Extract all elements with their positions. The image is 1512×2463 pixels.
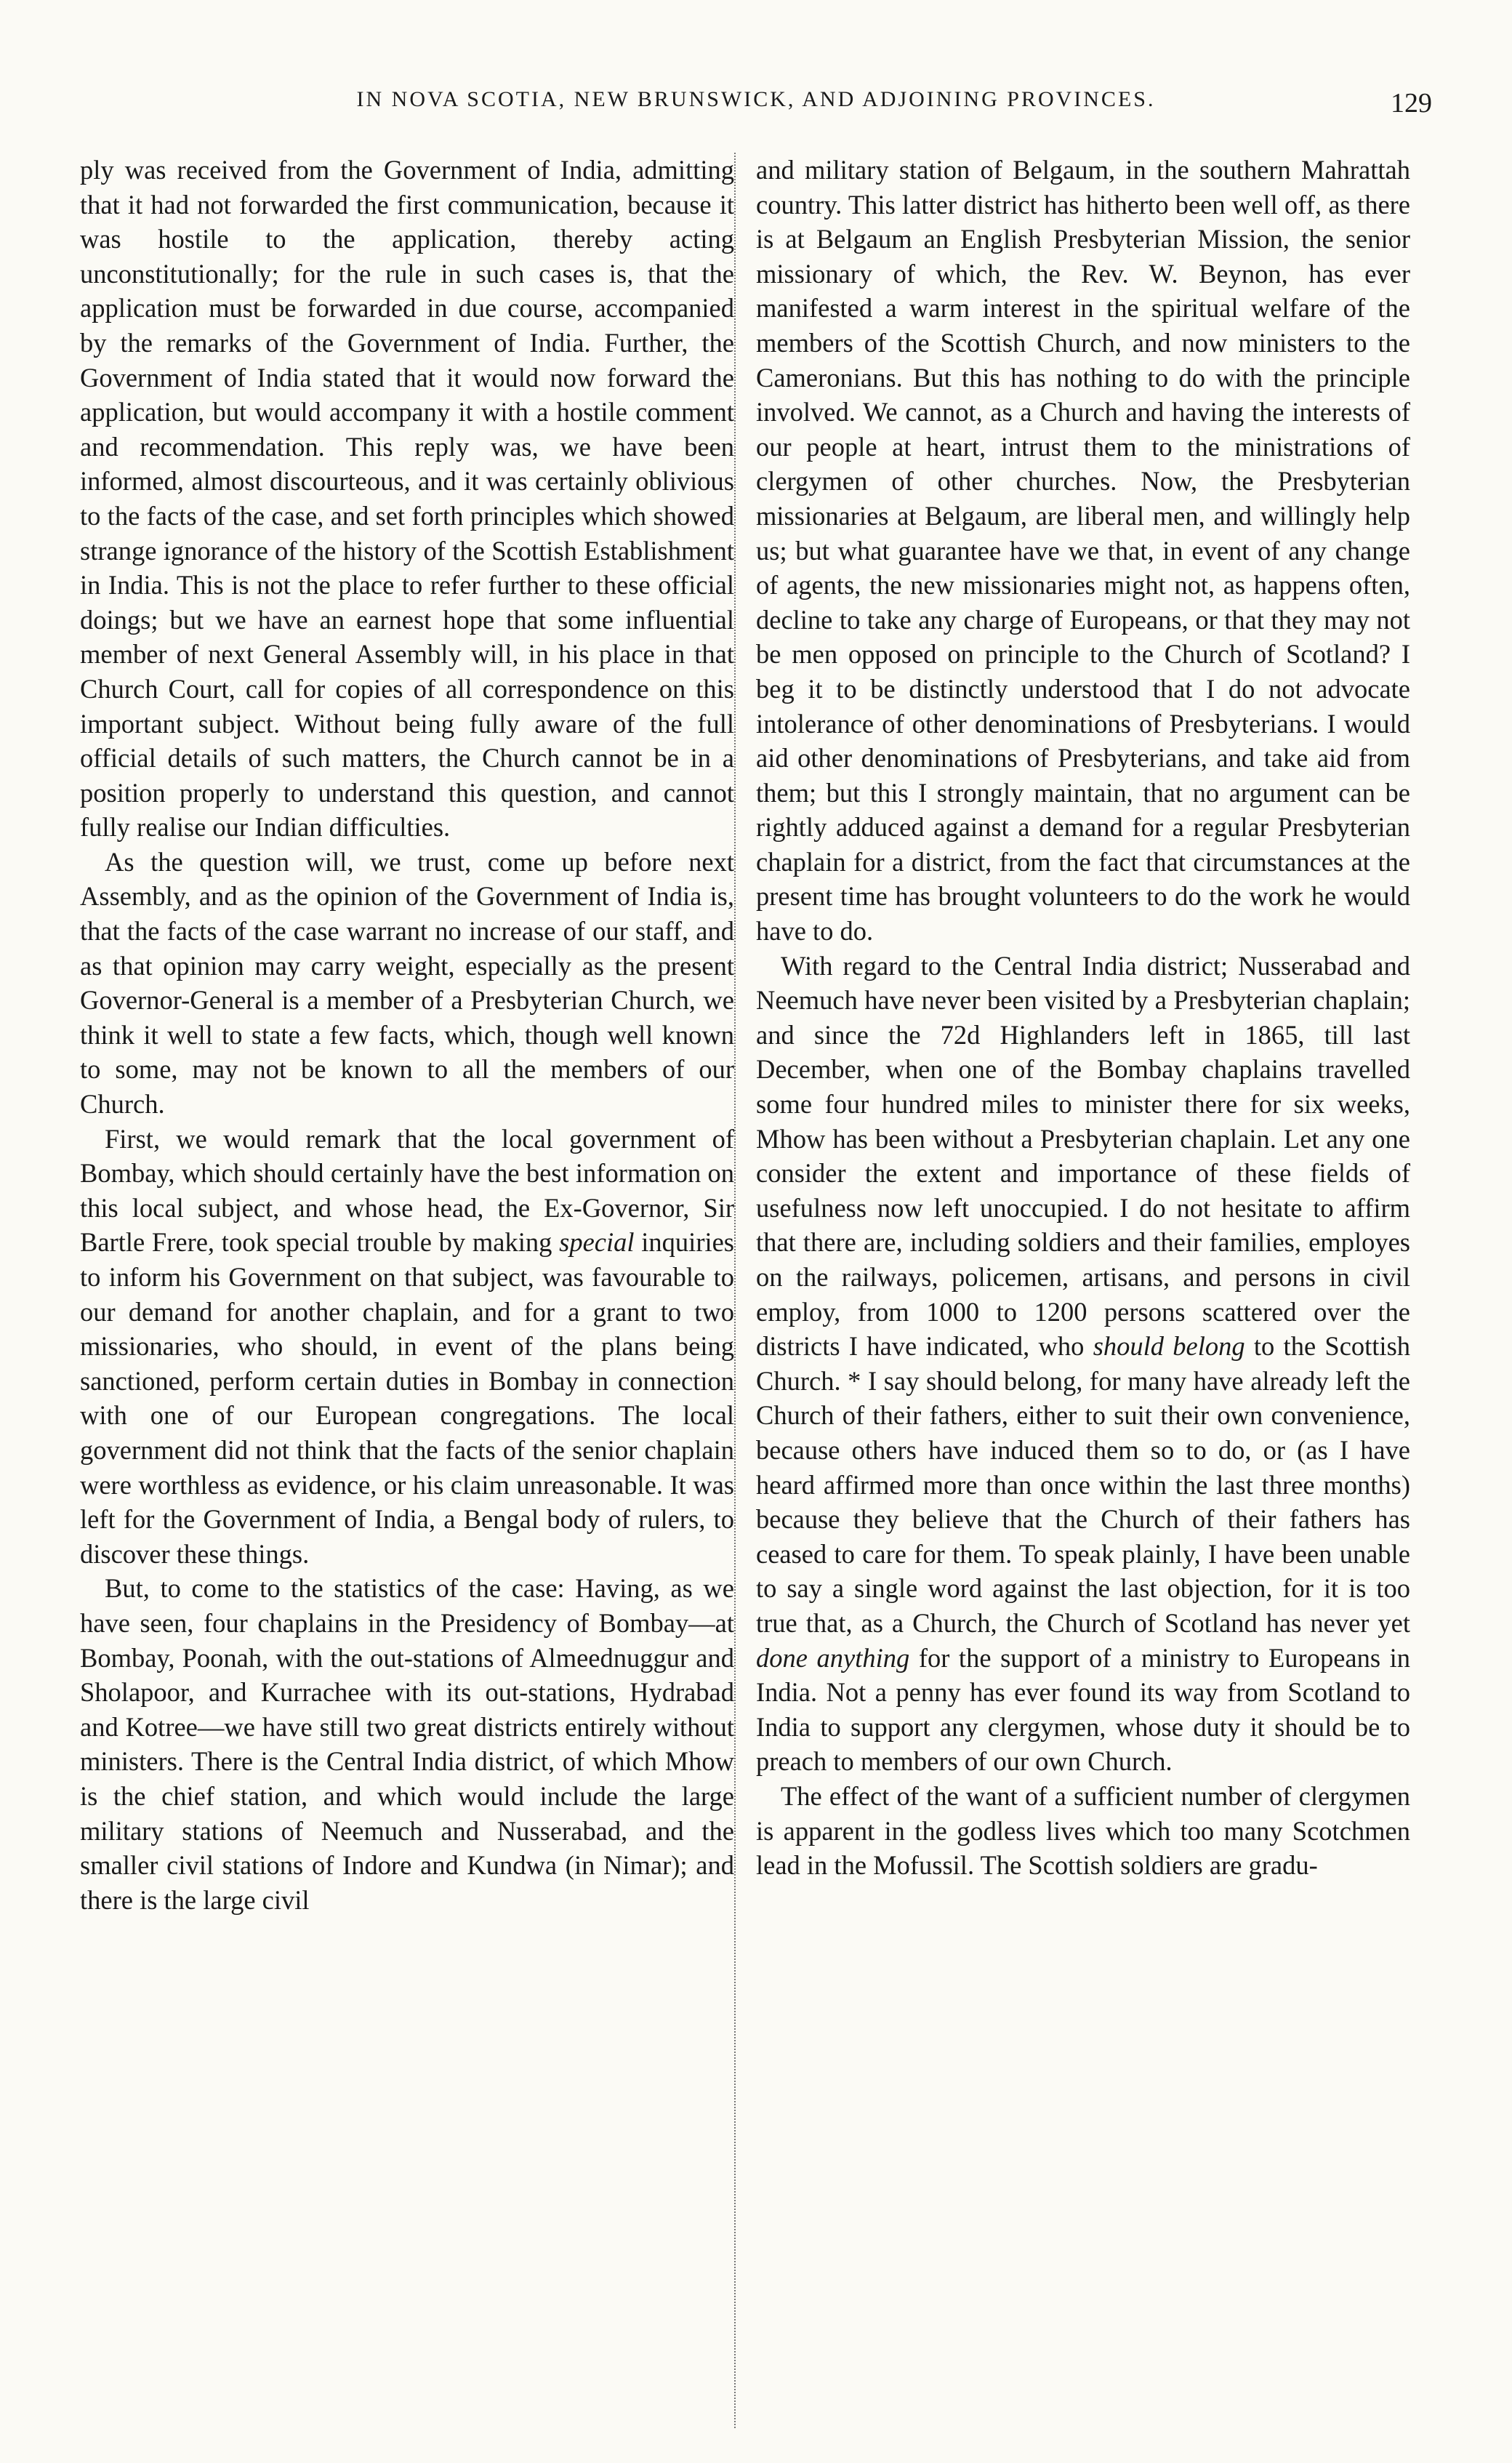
paragraph [80,1122,734,1572]
paragraph [756,949,1410,1779]
left-column [80,153,734,2428]
column-divider [734,153,737,2428]
text-run: to the Scottish Church. * I say should belong, for many have already left the Church of their fathers, either to suit their own convenience, because others have induced them so to do, or (as I have heard affirmed more than once within the last three months) because they believe that the Church of their fathers has ceased to care for them. To speak plainly, I have been unable to say a single word against the last objection, for it is too true that, as a Church, the Church of Scotland has never yet [756,1331,1411,1638]
paragraph: ply was received from the Government of India, admitting that it had not forwarded the first communication, because it was hostile to the application, thereby acting unconstitutionally; for the rule in such cases is, that the application must be forwarded in due course, accompanied by the remarks of the Government of India. Further, the Government of India stated that it would now forward the application, but would accompany it with a hostile comment and recommendation. This reply was, we have been informed, almost discourteous, and it was certainly oblivious to the facts of the case, and set forth principles which showed strange ignorance of the history of the Scottish Establishment in India. This is not the place to refer further to these official doings; but we have an earnest hope that some influential member of next General Assembly will, in his place in that Church Court, call for copies of all correspondence on this important subject. Without being fully aware of the full official details of such matters, the Church cannot be in a position properly to understand this question, and cannot fully realise our Indian difficulties. [80,155,734,843]
emphasis: should belong [1093,1331,1245,1362]
paragraph: The effect of the want of a sufficient number of clergymen is apparent in the godless lives which too many Scotchmen lead in the Mofussil. The Scottish soldiers are gradu- [756,1780,1410,1881]
text-run: inquiries to inform his Government on that subject, was favourable to our demand for another chaplain, and for a grant to two missionaries, who should, in event of the plans being sanctioned, perform certain duties in Bombay in connection with one of our European congregations. The local government did not think that the facts of the senior chaplain were worthless as evidence, or his claim unreasonable. It was left for the Government of India, a Bengal body of rulers, to discover these things. [80,1227,735,1569]
page-header [80,87,1432,131]
emphasis: special [559,1227,635,1258]
emphasis: done anything [756,1642,910,1673]
running-head: IN NOVA SCOTIA, NEW BRUNSWICK, AND ADJOINING PROVINCES. [356,87,1156,111]
paragraph: But, to come to the statistics of the case: Having, as we have seen, four chaplains in the Presidency of Bombay—at Bombay, Poonah, with the out-stations of Almeednuggur and Sholapoor, and Kurrachee with its out-stations, Hydrabad and Kotree—we have still two great districts entirely without ministers. There is the Central India district, of which Mhow is the chief station, and which would include the large military stations of Neemuch and Nusserabad, and the smaller civil stations of Indore and Kundwa (in Nimar); and there is the large civil [80,1573,734,1915]
paragraph: and military station of Belgaum, in the southern Mahrattah country. This latter district has hitherto been well off, as there is at Belgaum an English Presbyterian Mission, the senior missionary of which, the Rev. W. Beynon, has ever manifested a warm interest in the spiritual welfare of the members of the Scottish Church, and now ministers to the Cameronians. But this has nothing to do with the principle involved. We cannot, as a Church and having the interests of our people at heart, intrust them to the ministrations of clergymen of other churches. Now, the Presbyterian missionaries at Belgaum, are liberal men, and willingly help us; but what guarantee have we that, in event of any change of agents, the new missionaries might not, as happens often, decline to take any charge of Europeans, or that they may not be men opposed on principle to the Church of Scotland? I beg it to be distinctly understood that I do not advocate intolerance of other denominations of Presbyterians. I would aid other denominations of Presbyterians, and take aid from them; but this I strongly maintain, that no argument can be rightly adduced against a demand for a regular Presbyterian chaplain for a district, from the fact that circumstances at the present time has brought volunteers to do the work he would have to do. [756,155,1410,947]
right-column [756,153,1410,2428]
text-run: First, we would remark that the local government of Bombay, which should certainly have the best information on this local subject, and whose head, the Ex-Governor, Sir Bartle Frere, took special trouble by making [80,1123,734,1258]
text-run: With regard to the Central India district; Nusserabad and Neemuch have never been visited by a Presbyterian chaplain; and since the 72d Highlanders left in 1865, till last December, when one of the Bombay chaplains travelled some four hundred miles to minister there for six weeks, Mhow has been without a Presbyterian chaplain. Let any one consider the extent and importance of these fields of usefulness now left unoccupied. I do not hesitate to affirm that there are, including soldiers and their families, employes on the railways, policemen, artisans, and persons in civil employ, from 1000 to 1200 persons scattered over the districts I have indicated, who [756,950,1410,1362]
paragraph: As the question will, we trust, come up before next Assembly, and as the opinion of the Government of India is, that the facts of the case warrant no increase of our staff, and as that opinion may carry weight, especially as the present Governor-General is a member of a Presbyterian Church, we think it well to state a few facts, which, though well known to some, may not be known to all the members of our Church. [80,846,734,1120]
text-run: for the support of a ministry to Europeans in India. Not a penny has ever found its way from Scotland to India to support any clergymen, whose duty it should be to preach to members of our own Church. [756,1642,1411,1777]
page-number: 129 [1391,88,1432,118]
